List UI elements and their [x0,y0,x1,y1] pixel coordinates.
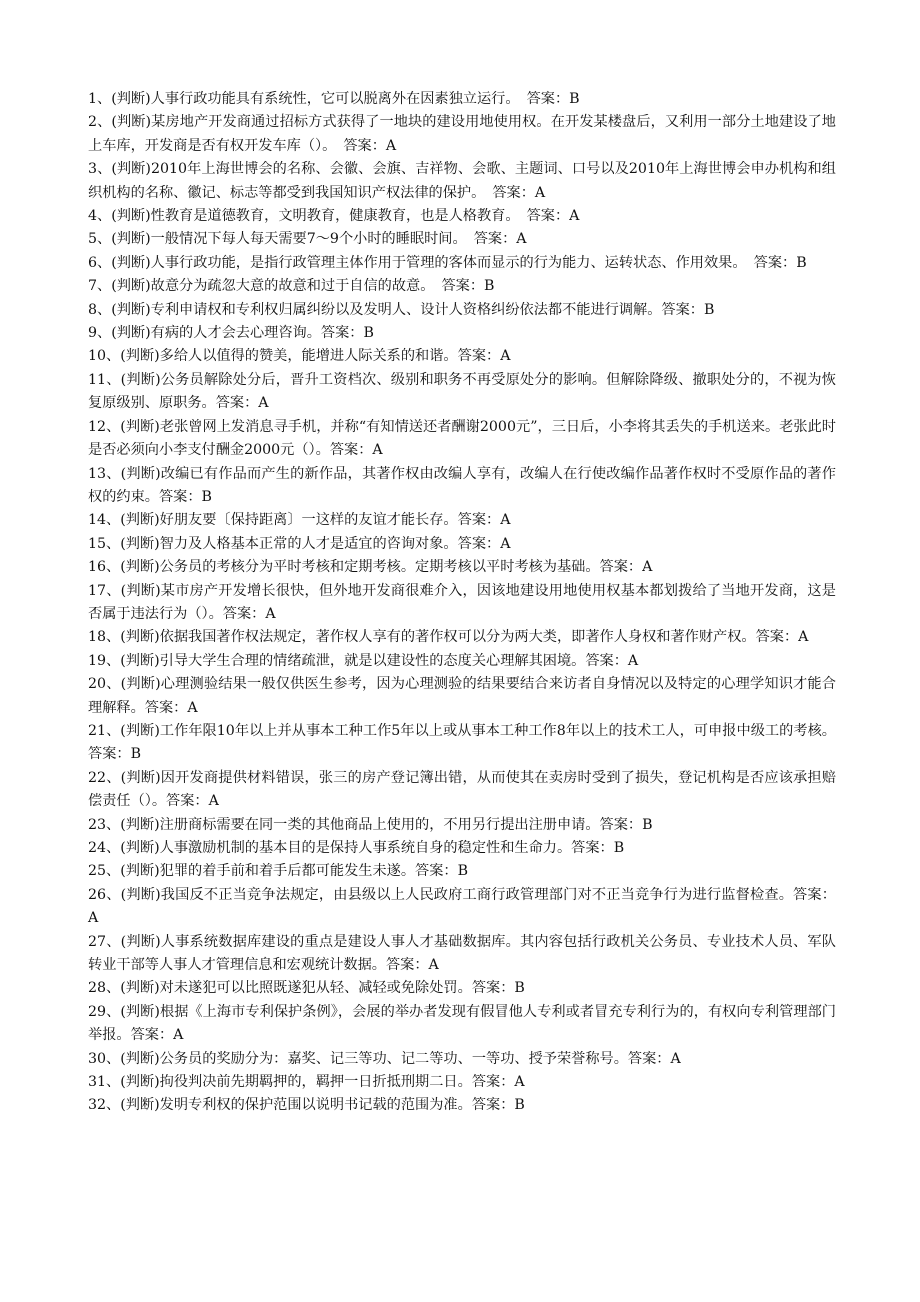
question-3: 3、(判断)2010年上海世博会的名称、会徽、会旗、吉祥物、会歌、主题词、口号以及2010年上海世博会申办机构和组织机构的名称、徽记、标志等都受到我国知识产权法律的保护。 答案：A [88,161,836,201]
question-32: 32、(判断)发明专利权的保护范围以说明书记载的范围为准。答案：B [88,1097,525,1114]
question-24: 24、(判断)人事激励机制的基本目的是保持人事系统自身的稳定性和生命力。答案：B [88,840,625,856]
question-22: 22、(判断)因开发商提供材料错误，张三的房产登记簿出错，从而使其在卖房时受到了损失，登记机构是否应该承担赔偿责任（）。答案：A [88,769,836,810]
question-17: 17、(判断)某市房产开发增长很快，但外地开发商很难介入，因该地建设用地使用权基本都划拨给了当地开发商，这是否属于违法行为（）。答案：A [88,582,836,622]
question-16: 16、(判断)公务员的考核分为平时考核和定期考核。定期考核以平时考核为基础。答案：A [88,559,653,576]
question-30: 30、(判断)公务员的奖励分为：嘉奖、记三等功、记二等功、一等功、授予荣誉称号。答案：A [88,1050,681,1067]
question-13: 13、(判断)改编已有作品而产生的新作品，其著作权由改编人享有，改编人在行使改编作品著作权时不受原作品的著作权的约束。答案：B [88,465,836,505]
question-10: 10、(判断)多给人以值得的赞美，能增进人际关系的和谐。答案：A [88,348,511,365]
question-9: 9、(判断)有病的人才会去心理咨询。答案：B [88,325,374,342]
question-6: 6、(判断)人事行政功能，是指行政管理主体作用于管理的客体而显示的行为能力、运转状态、作用效果。 答案：B [88,254,807,271]
question-21: 21、(判断)工作年限10年以上并从事本工种工作5年以上或从事本工种工作8年以上的技术工人，可申报中级工的考核。答案：B [88,722,836,763]
question-18: 18、(判断)依据我国著作权法规定，著作权人享有的著作权可以分为两大类，即著作人身权和著作财产权。答案：A [88,629,809,646]
question-15: 15、(判断)智力及人格基本正常的人才是适宜的咨询对象。答案：A [88,535,511,552]
question-7: 7、(判断)故意分为疏忽大意的故意和过于自信的故意。 答案：B [88,278,495,295]
question-1: 1、(判断)人事行政功能具有系统性，它可以脱离外在因素独立运行。 答案：B [88,91,580,107]
question-28: 28、(判断)对未遂犯可以比照既遂犯从轻、减轻或免除处罚。答案：B [88,980,525,997]
question-4: 4、(判断)性教育是道德教育，文明教育，健康教育，也是人格教育。 答案：A [88,208,580,225]
question-20: 20、(判断)心理测验结果一般仅供医生参考，因为心理测验的结果要结合来访者自身情况以及特定的心理学知识才能合理解释。答案：A [88,676,836,716]
question-14: 14、(判断)好朋友要〔保持距离〕一这样的友谊才能长存。答案：A [88,512,511,529]
question-23: 23、(判断)注册商标需要在同一类的其他商品上使用的，不用另行提出注册申请。答案：B [88,816,653,833]
question-26: 26、(判断)我国反不正当竞争法规定，由县级以上人民政府工商行政管理部门对不正当竞争行为进行监督检查。答案：A [88,886,836,927]
question-5: 5、(判断)一般情况下每人每天需要7～9个小时的睡眠时间。 答案：A [88,231,527,248]
document-page [88,88,836,1118]
question-11: 11、(判断)公务员解除处分后，晋升工资档次、级别和职务不再受原处分的影响。但解除降级、撤职处分的，不视为恢复原级别、原职务。答案：A [88,371,836,412]
question-25: 25、(判断)犯罪的着手前和着手后都可能发生未遂。答案：B [88,863,469,880]
question-2: 2、(判断)某房地产开发商通过招标方式获得了一地块的建设用地使用权。在开发某楼盘后，又利用一部分土地建设了地上车库，开发商是否有权开发车库（）。 答案：A [88,114,836,154]
question-31: 31、(判断)拘役判决前先期羁押的，羁押一日折抵刑期二日。答案：A [88,1074,525,1091]
question-8: 8、(判断)专利申请权和专利权归属纠纷以及发明人、设计人资格纠纷依法都不能进行调解。答案：B [88,301,715,318]
question-29: 29、(判断)根据《上海市专利保护条例》，会展的举办者发现有假冒他人专利或者冒充专利行为的，有权向专利管理部门举报。答案：A [88,1003,836,1044]
question-19: 19、(判断)引导大学生合理的情绪疏泄，就是以建设性的态度关心理解其困境。答案：A [88,652,639,669]
question-12: 12、(判断)老张曾网上发消息寻手机，并称“有知情送还者酬谢2000元”，三日后，小李将其丢失的手机送来。老张此时是否必须向小李支付酬金2000元（）。答案：A [88,418,836,459]
question-27: 27、(判断)人事系统数据库建设的重点是建设人事人才基础数据库。其内容包括行政机关公务员、专业技术人员、军队转业干部等人事人才管理信息和宏观统计数据。答案：A [88,933,836,974]
